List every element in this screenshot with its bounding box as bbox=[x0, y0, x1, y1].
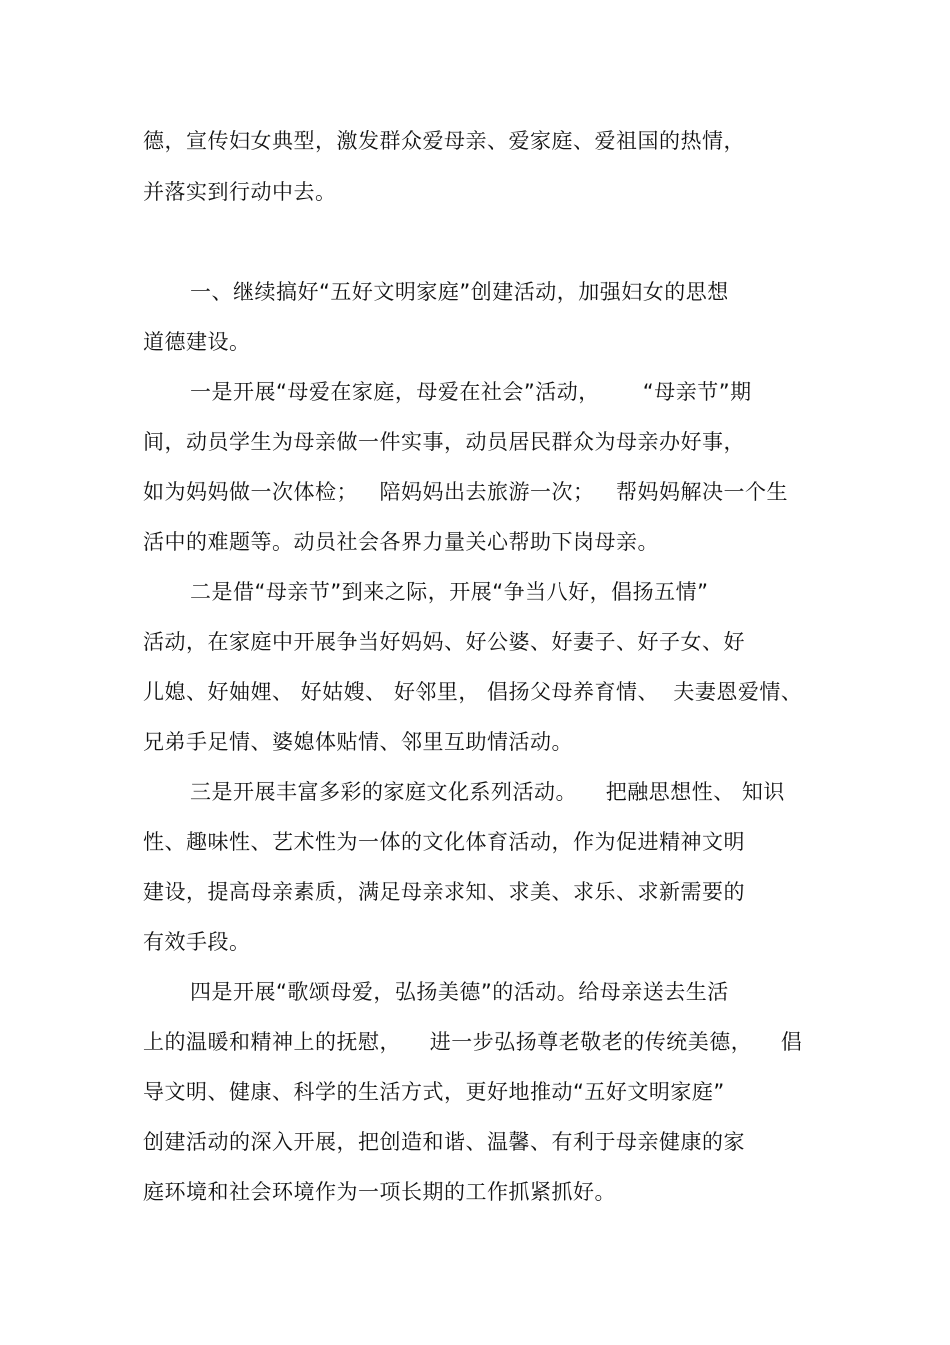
paragraph-4-line-4: 创建活动的深入开展，把创造和谐、温馨、有利于母亲健康的家 bbox=[143, 1130, 745, 1154]
paragraph-3-line-1: 三是开展丰富多彩的家庭文化系列活动。 把融思想性、 知识 bbox=[190, 780, 785, 804]
paragraph-4-line-1: 四是开展“歌颂母爱，弘扬美德”的活动。给母亲送去生活 bbox=[190, 980, 729, 1004]
paragraph-4-line-3: 导文明、健康、科学的生活方式，更好地推动“五好文明家庭” bbox=[143, 1080, 725, 1104]
heading-section-1-cont: 道德建设。 bbox=[143, 330, 251, 354]
paragraph-2-line-3: 儿媳、好妯娌、 好姑嫂、 好邻里， 倡扬父母养育情、 夫妻恩爱情、 bbox=[143, 680, 803, 704]
paragraph-1-line-1: 一是开展“母爱在家庭，母爱在社会”活动， “母亲节”期 bbox=[190, 380, 752, 404]
paragraph-1-line-3: 如为妈妈做一次体检； 陪妈妈出去旅游一次； 帮妈妈解决一个生 bbox=[143, 480, 789, 504]
paragraph-1-line-4: 活中的难题等。动员社会各界力量关心帮助下岗母亲。 bbox=[143, 530, 659, 554]
paragraph-4-line-2: 上的温暖和精神上的抚慰， 进一步弘扬尊老敬老的传统美德， 倡 bbox=[143, 1030, 803, 1054]
paragraph-4-line-5: 庭环境和社会环境作为一项长期的工作抓紧抓好。 bbox=[143, 1180, 616, 1204]
paragraph-3-line-3: 建设，提高母亲素质，满足母亲求知、求美、求乐、求新需要的 bbox=[143, 880, 745, 904]
paragraph-2-line-2: 活动，在家庭中开展争当好妈妈、好公婆、好妻子、好子女、好 bbox=[143, 630, 745, 654]
paragraph-2-line-1: 二是借“母亲节”到来之际，开展“争当八好，倡扬五情” bbox=[190, 580, 709, 604]
paragraph-2-line-4: 兄弟手足情、婆媳体贴情、邻里互助情活动。 bbox=[143, 730, 573, 754]
text-line-1: 德，宣传妇女典型，激发群众爱母亲、爱家庭、爱祖国的热情， bbox=[143, 129, 745, 153]
paragraph-3-line-2: 性、趣味性、艺术性为一体的文化体育活动，作为促进精神文明 bbox=[143, 830, 745, 854]
paragraph-1-line-2: 间，动员学生为母亲做一件实事，动员居民群众为母亲办好事， bbox=[143, 430, 745, 454]
heading-section-1: 一、继续搞好“五好文明家庭”创建活动，加强妇女的思想 bbox=[190, 280, 729, 304]
text-line-2: 并落实到行动中去。 bbox=[143, 180, 337, 204]
paragraph-3-line-4: 有效手段。 bbox=[143, 930, 251, 954]
